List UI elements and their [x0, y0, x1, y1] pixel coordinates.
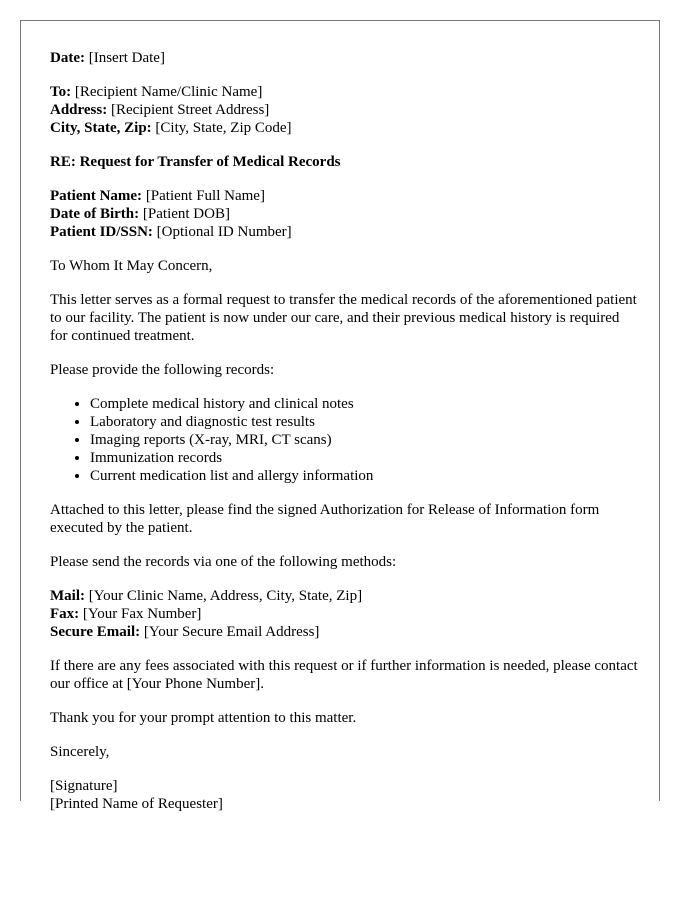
letter-body [50, 49, 640, 829]
intro-paragraph: This letter serves as a formal request to transfer the medical records of the aforementioned patient to our facility. The patient is now under our care, and their previous medical history is required for continued treatment. [50, 292, 637, 344]
signature-block [50, 777, 640, 813]
recipient-block [50, 83, 640, 137]
date-label: Date: [50, 50, 85, 66]
patient-dob-label: Date of Birth: [50, 206, 140, 222]
to-label: To: [50, 84, 72, 100]
records-list [50, 395, 640, 485]
thanks-paragraph: Thank you for your prompt attention to this matter. [50, 710, 357, 726]
email-label: Secure Email: [50, 624, 141, 640]
mail-line [50, 587, 640, 605]
signature: [Signature] [50, 778, 118, 794]
date-value: [Insert Date] [84, 50, 165, 66]
mail-label: Mail: [50, 588, 85, 604]
patient-id-value: [Optional ID Number] [152, 224, 292, 240]
to-line [50, 83, 640, 101]
salutation: To Whom It May Concern, [50, 258, 213, 274]
send-intro: Please send the records via one of the following methods: [50, 554, 397, 570]
list-item: • Immunization records [90, 449, 640, 467]
subject-line [50, 153, 640, 171]
city-value: [City, State, Zip Code] [151, 120, 292, 136]
email-value: [Your Secure Email Address] [140, 624, 320, 640]
mail-value: [Your Clinic Name, Address, City, State, Zip] [85, 588, 363, 604]
email-line [50, 623, 640, 641]
patient-name-line [50, 187, 640, 205]
fax-value: [Your Fax Number] [79, 606, 202, 622]
to-value: [Recipient Name/Clinic Name] [71, 84, 263, 100]
patient-dob-value: [Patient DOB] [139, 206, 230, 222]
list-item: • Imaging reports (X-ray, MRI, CT scans) [90, 431, 640, 449]
attached-paragraph: Attached to this letter, please find the signed Authorization for Release of Information form executed by the patient. [50, 502, 600, 536]
patient-id-line [50, 223, 640, 241]
patient-id-label: Patient ID/SSN: [50, 224, 153, 240]
patient-name-value: [Patient Full Name] [142, 188, 265, 204]
closing: Sincerely, [50, 744, 110, 760]
address-value: [Recipient Street Address] [107, 102, 270, 118]
list-item: • Laboratory and diagnostic test results [90, 413, 640, 431]
fees-paragraph: If there are any fees associated with this request or if further information is needed, please contact our office at [Your Phone Number]. [50, 658, 638, 692]
patient-name-label: Patient Name: [50, 188, 143, 204]
send-methods [50, 587, 640, 641]
list-item: • Complete medical history and clinical notes [90, 395, 640, 413]
address-label: Address: [50, 102, 108, 118]
printed-name: [Printed Name of Requester] [50, 796, 223, 812]
list-item: • Current medication list and allergy information [90, 467, 640, 485]
fax-line [50, 605, 640, 623]
records-intro: Please provide the following records: [50, 362, 275, 378]
city-line [50, 119, 640, 137]
date-line [50, 49, 640, 67]
fax-label: Fax: [50, 606, 80, 622]
address-line [50, 101, 640, 119]
patient-block [50, 187, 640, 241]
city-label: City, State, Zip: [50, 120, 152, 136]
letter-page [20, 20, 660, 812]
patient-dob-line [50, 205, 640, 223]
subject-text: RE: Request for Transfer of Medical Records [50, 154, 341, 170]
